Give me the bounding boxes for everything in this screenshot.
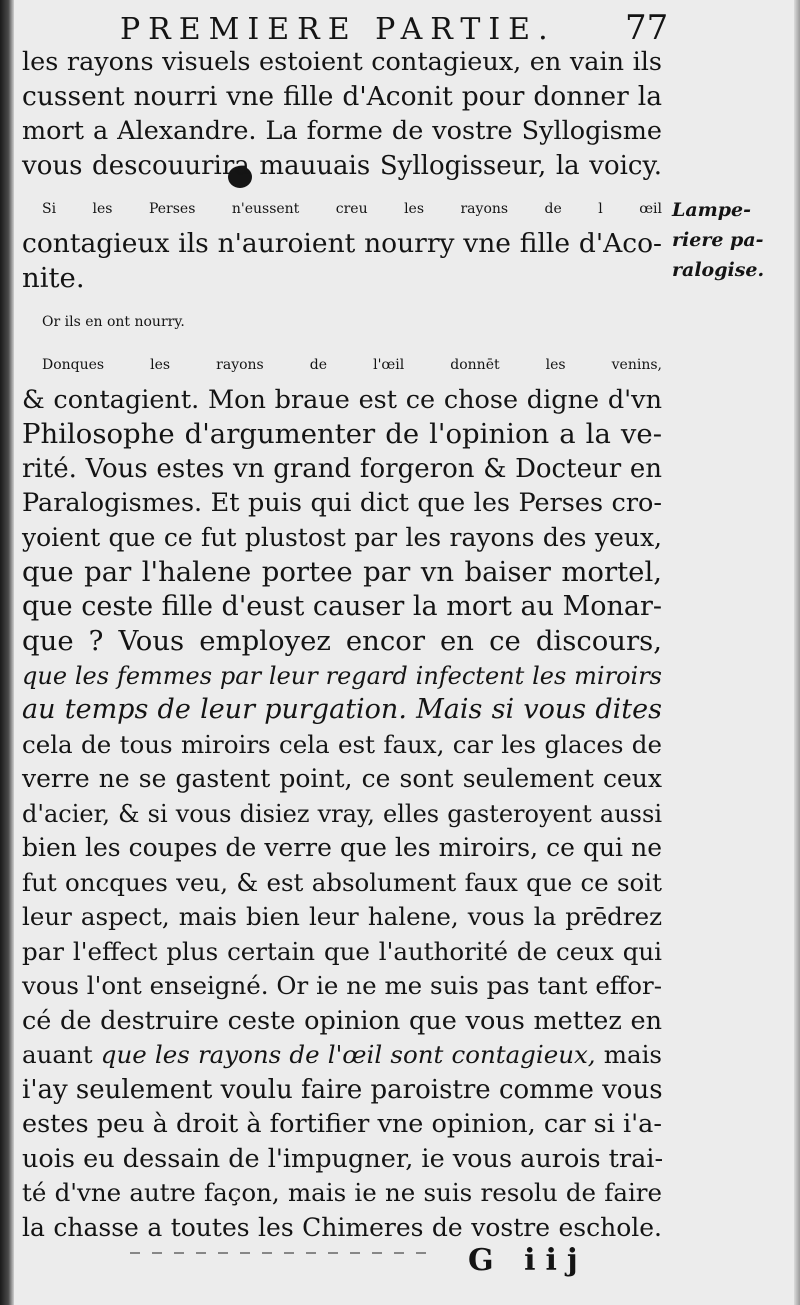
- text-line: & contagient. Mon braue est ce chose digne d'vn: [22, 384, 662, 415]
- text-line: té d'vne autre façon, mais ie ne suis resolu de faire: [22, 1178, 662, 1207]
- text-line: leur aspect, mais bien leur halene, vous la prēdrez: [22, 902, 662, 931]
- text-line: vous descouurira mauuais Syllogisseur, la voicy.: [22, 150, 662, 181]
- margin-note-line: Lampe-: [672, 199, 752, 221]
- syllogism-major: Si les Perses n'eussent creu les rayons de l œil: [42, 201, 662, 217]
- page-number: 77: [625, 8, 669, 48]
- text-line: la chasse a toutes les Chimeres de vostre eschole.: [22, 1212, 662, 1242]
- text-line: [22, 693, 662, 728]
- margin-note: [672, 195, 792, 285]
- syllogism-conclusion: Donques les rayons de l'œil donnēt les venins,: [42, 357, 662, 373]
- body-text: [22, 45, 662, 1245]
- text-line: contagieux ils n'auroient nourry vne fille d'Aco-: [22, 227, 662, 259]
- text-line-with-italic: [22, 1038, 662, 1073]
- text-line: que ceste fille d'eust causer la mort au Monar-: [22, 590, 662, 622]
- running-head: [120, 8, 680, 48]
- line-lead: auant: [22, 1040, 101, 1069]
- text-line: fut oncques veu, & est absolument faux que ce soit: [22, 867, 662, 897]
- text-line: cela de tous miroirs cela est faux, car les glaces de: [22, 729, 662, 759]
- text-line: d'acier, & si vous disiez vray, elles gasteroyent aussi: [22, 799, 662, 828]
- text-line: bien les coupes de verre que les miroirs, ce qui ne: [22, 833, 662, 862]
- line-tail: mais: [595, 1040, 663, 1069]
- text-line: Paralogismes. Et puis qui dict que les Perses cro-: [22, 488, 662, 518]
- italic-quotation: que les rayons de l'œil sont contagieux,: [100, 1040, 596, 1069]
- italic-quotation: au temps de leur purgation. Mais si vous dites: [22, 694, 662, 725]
- page-edge: [794, 0, 800, 1305]
- text-line: yoient que ce fut plustost par les rayons des yeux,: [22, 522, 662, 552]
- text-line: que ? Vous employez encor en ce discours,: [22, 625, 662, 657]
- running-head-title: PREMIERE PARTIE.: [120, 12, 556, 47]
- margin-note-line: riere pa-: [672, 229, 764, 251]
- text-line: cé de destruire ceste opinion que vous mettez en: [22, 1005, 662, 1036]
- signature-mark: G iij: [468, 1243, 588, 1278]
- margin-note-line: ralogise.: [672, 259, 765, 281]
- text-line: que par l'halene portee par vn baiser mortel,: [22, 556, 662, 588]
- text-line: Philosophe d'argumenter de l'opinion a la ve-: [22, 418, 662, 450]
- text-line: vous l'ont enseigné. Or ie ne me suis pas tant effor-: [22, 971, 662, 1000]
- page-gutter-shadow: [0, 0, 14, 1305]
- italic-quotation-line: que les femmes par leur regard infectent les miroirs: [22, 661, 662, 690]
- text-line: cussent nourri vne fille d'Aconit pour donner la: [22, 80, 662, 112]
- bleed-through-rule: [130, 1252, 430, 1254]
- text-line: verre ne se gastent point, ce sont seulement ceux: [22, 764, 662, 793]
- text-line: rité. Vous estes vn grand forgeron & Docteur en: [22, 453, 662, 484]
- text-line: les rayons visuels estoient contagieux, en vain ils: [22, 47, 662, 77]
- text-line: par l'effect plus certain que l'authorité de ceux qui: [22, 936, 662, 966]
- syllogism-minor: Or ils en ont nourry.: [42, 313, 185, 330]
- text-line: nite.: [22, 262, 85, 294]
- text-line: mort a Alexandre. La forme de vostre Syllogisme: [22, 116, 662, 146]
- text-line: i'ay seulement voulu faire paroistre comme vous: [22, 1074, 663, 1105]
- text-line: estes peu à droit à fortifier vne opinion, car si i'a-: [22, 1109, 662, 1139]
- text-line: uois eu dessain de l'impugner, ie vous aurois trai-: [22, 1143, 664, 1174]
